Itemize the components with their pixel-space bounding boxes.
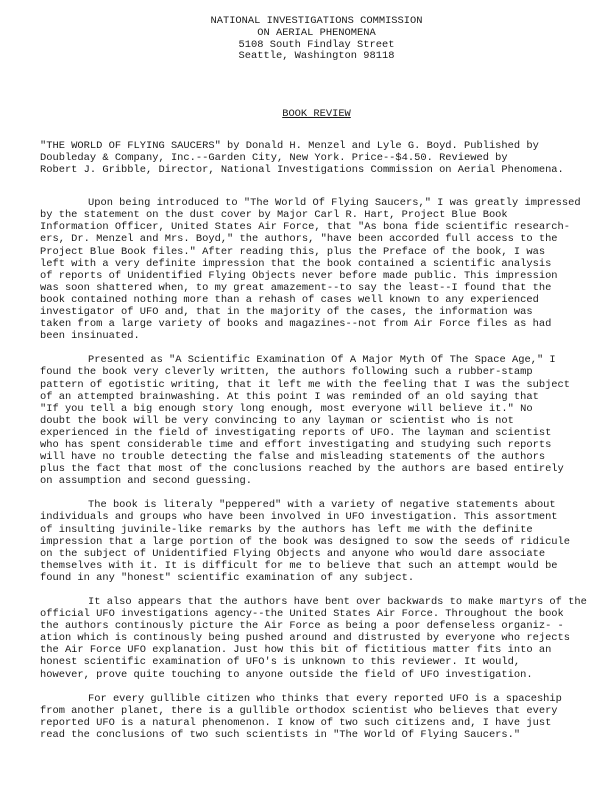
- paragraph-line: themselves with it. It is difficult for me to believe that such an attempt would be: [40, 559, 558, 572]
- paragraph-line: the authors continously picture the Air Force as being a poor defenseless organiz- -: [40, 620, 564, 633]
- paragraph-line: will have no trouble detecting the false and misleading statements of the authors: [40, 451, 546, 464]
- paragraph-line: impression that a large portion of the book was designed to sow the seeds of ridicule: [40, 535, 571, 548]
- paragraph-line: taken from a large variety of books and magazines--not from Air Force files as had: [40, 318, 552, 331]
- paragraph-line: doubt the book will be very convincing to any layman or scientist who is not: [40, 414, 514, 427]
- organization-subname: ON AERIAL PHENOMENA: [257, 26, 376, 39]
- paragraph-line: investigator of UFO and, that in the majority of the cases, the information was: [40, 306, 533, 319]
- paragraph: [40, 596, 587, 681]
- paragraph-line: who has spent considerable time and effort investigating and studying such reports: [40, 438, 552, 451]
- paragraph-line: of reports of Unidentified Flying Objects never before made public. This impression: [40, 269, 558, 282]
- document-title: BOOK REVIEW: [282, 108, 351, 121]
- paragraph-line: "If you tell a big enough story long enough, most everyone will believe it." No: [40, 402, 533, 415]
- paragraph-line: individuals and groups who have been involved in UFO investigation. This assortment: [40, 511, 558, 524]
- paragraph-line: by the statement on the dust cover by Major Carl R. Hart, Project Blue Book: [40, 209, 508, 222]
- city-address: Seattle, Washington 98118: [238, 50, 395, 63]
- paragraph: [40, 693, 571, 741]
- paragraph-line: on assumption and second guessing.: [40, 475, 253, 488]
- paragraph-line: pattern of egotistic writing, that it left me with the feeling that I was the subject: [40, 378, 571, 391]
- paragraph-line: read the conclusions of two such scientists in "The World Of Flying Saucers.": [40, 728, 521, 741]
- paragraph-line: of an attempted brainwashing. At this point I was reminded of an old saying that: [40, 390, 539, 403]
- paragraph-line: Presented as "A Scientific Examination Of A Major Myth Of The Space Age," I: [88, 354, 556, 367]
- paragraph-line: reported UFO is a natural phenomenon. I know of two such citizens and, I have just: [40, 716, 552, 729]
- paragraph-line: book contained nothing more than a rehash of cases well known to any experienced: [40, 293, 539, 306]
- paragraph-line: however, prove quite touching to anyone outside the field of UFO investigation.: [40, 668, 533, 681]
- paragraph-line: honest scientific examination of UFO's is unknown to this reviewer. It would,: [40, 656, 521, 669]
- paragraph-line: official UFO investigations agency--the United States Air Force. Throughout the book: [40, 608, 564, 621]
- paragraph-line: plus the fact that most of the conclusions reached by the authors are based entirely: [40, 463, 564, 476]
- street-address: 5108 South Findlay Street: [238, 38, 395, 51]
- organization-name: NATIONAL INVESTIGATIONS COMMISSION: [210, 15, 423, 27]
- paragraph-line: found the book very cleverly written, the authors following such a rubber-stamp: [40, 366, 533, 379]
- paragraph-line: was soon shattered when, to my great amazement--to say the least--I found that the: [40, 281, 552, 294]
- paragraph-line: found in any "honest" scientific examination of any subject.: [40, 571, 415, 584]
- paragraph: [40, 354, 571, 487]
- paragraph: [40, 197, 581, 343]
- citation-line: "THE WORLD OF FLYING SAUCERS" by Donald H. Menzel and Lyle G. Boyd. Published by: [40, 140, 539, 153]
- citation-line: Doubleday & Company, Inc.--Garden City, New York. Price--$4.50. Reviewed by: [40, 152, 508, 165]
- paragraph-line: ation which is continously being pushed around and distrusted by everyone who rejects: [40, 632, 571, 645]
- paragraph-line: Project Blue Book files." After reading this, plus the Preface of the book, I was: [40, 245, 546, 258]
- paragraph-line: experienced in the field of investigating reports of UFO. The layman and scientist: [40, 426, 552, 439]
- letterhead: [62, 16, 571, 63]
- citation-line: Robert J. Gribble, Director, National Investigations Commission on Aerial Phenomena.: [40, 164, 564, 177]
- paragraph-line: ers, Dr. Menzel and Mrs. Boyd," the authors, "have been accorded full access to the: [40, 233, 558, 246]
- paragraph-line: been insinuated.: [40, 330, 140, 343]
- paragraph-line: The book is literaly "peppered" with a variety of negative statements about: [88, 499, 556, 512]
- paragraph-line: It also appears that the authors have bent over backwards to make martyrs of the: [88, 596, 587, 608]
- review-body: [40, 197, 587, 741]
- paragraph-line: the Air Force UFO explanation. Just how this bit of fictitious matter fits into an: [40, 644, 552, 657]
- book-citation: [40, 140, 571, 176]
- paragraph-line: on the subject of Unidentified Flying Objects and anyone who would dare associate: [40, 547, 546, 560]
- paragraph-line: Upon being introduced to "The World Of Flying Saucers," I was greatly impressed: [88, 197, 581, 210]
- paragraph: [40, 499, 571, 584]
- paragraph-line: left with a very definite impression that the book contained a scientific analysis: [40, 257, 552, 270]
- paragraph-line: Information Officer, United States Air Force, that "As bona fide scientific research-: [40, 221, 571, 234]
- paragraph-line: from another planet, there is a gullible orthodox scientist who believes that every: [40, 704, 558, 717]
- paragraph-line: For every gullible citizen who thinks that every reported UFO is a spaceship: [88, 692, 562, 705]
- paragraph-line: of insulting juvinile-like remarks by the authors has left me with the definite: [40, 523, 533, 536]
